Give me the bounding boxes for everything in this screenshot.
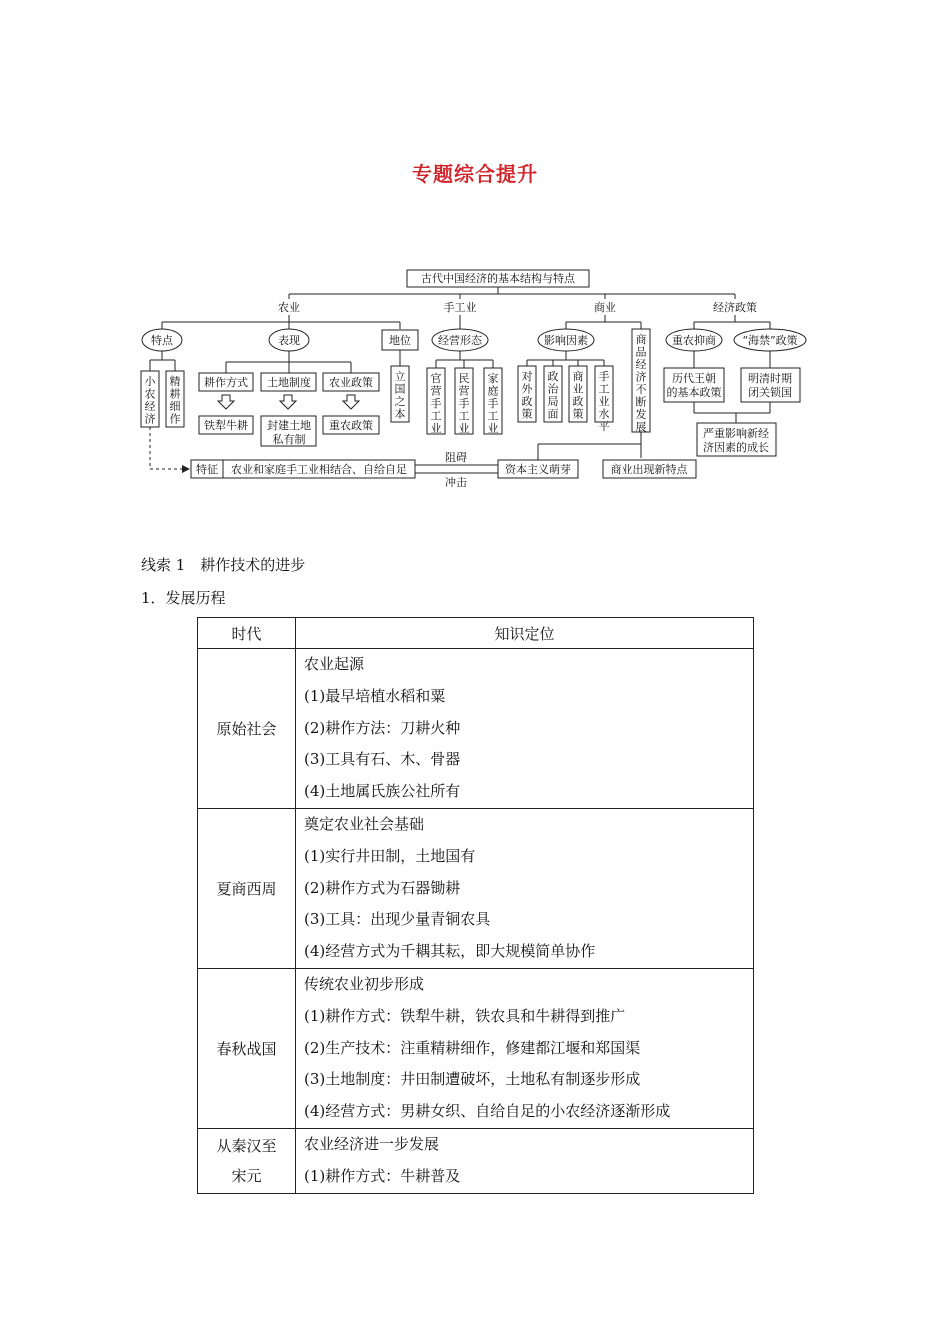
policy-label: 经济政策 [713, 301, 757, 314]
page-title: 专题综合提升 [412, 162, 538, 186]
knowledge-table [197, 617, 754, 1194]
policy-result: 严重影响新经济因素的成长 [703, 427, 769, 454]
table-row [198, 649, 754, 809]
knowledge-line: (1)最早培植水稻和粟 [304, 686, 446, 705]
form-node: 经营形态 [438, 334, 482, 347]
perf-result: 铁犁牛耕 [204, 419, 248, 432]
impact-label: 冲击 [445, 476, 467, 487]
policy2-item: 明清时期闭关锁国 [748, 372, 792, 399]
policy1-item: 历代王朝的基本政策 [666, 372, 722, 399]
factor-item: 商业政策 [572, 370, 584, 421]
table-row [198, 808, 754, 968]
section-heading: 1．发展历程 [141, 589, 226, 607]
knowledge-line: (3)工具有石、木、骨器 [304, 750, 461, 769]
factor-item: 政治局面 [547, 370, 559, 421]
knowledge-line: (2)耕作方式为石器锄耕 [304, 878, 461, 897]
table-row [198, 1128, 754, 1193]
handicraft-item: 家庭手工业 [487, 372, 499, 435]
hinder-label: 阻碍 [445, 451, 467, 464]
sprout-box: 资本主义萌芽 [505, 463, 571, 476]
knowledge-cell [296, 808, 754, 968]
handicraft-label: 手工业 [443, 301, 477, 314]
diagram-root-label: 古代中国经济的基本结构与特点 [421, 272, 575, 285]
perf-item: 土地制度 [267, 376, 311, 389]
era-cell: 春秋战国 [198, 968, 296, 1128]
perf-result: 重农政策 [329, 419, 373, 432]
factor-item: 手工业水平 [598, 370, 610, 433]
bottom-feature-label: 特征 [196, 463, 218, 476]
economy-structure-diagram [130, 262, 820, 487]
performance-node: 表现 [278, 334, 300, 347]
knowledge-cell [296, 968, 754, 1128]
factors-node: 影响因素 [544, 334, 588, 347]
perf-item: 农业政策 [329, 376, 373, 389]
knowledge-line: 农业起源 [304, 655, 365, 673]
knowledge-line: (1)耕作方式：牛耕普及 [304, 1166, 461, 1185]
era-cell: 原始社会 [198, 649, 296, 809]
era-cell: 夏商西周 [198, 808, 296, 968]
handicraft-item: 民营手工业 [458, 372, 470, 435]
feature-item: 小农经济 [144, 375, 156, 426]
commerce-development: 商品经济不断发展 [635, 333, 647, 434]
clue-heading: 线索 1 耕作技术的进步 [141, 556, 306, 574]
table-header-knowledge: 知识定位 [296, 618, 754, 649]
feature-item: 精耕细作 [169, 375, 181, 426]
policy1-node: 重农抑商 [672, 334, 716, 347]
knowledge-line: (3)工具：出现少量青铜农具 [304, 910, 491, 929]
commerce-label: 商业 [594, 301, 616, 314]
knowledge-line: (4)土地属氏族公社所有 [304, 782, 461, 801]
knowledge-line: 传统农业初步形成 [304, 974, 425, 993]
knowledge-line: (4)经营方式：男耕女织、自给自足的小农经济逐渐形成 [304, 1102, 671, 1121]
knowledge-line: 农业经济进一步发展 [304, 1134, 440, 1153]
knowledge-line: (3)土地制度：井田制遭破坏，土地私有制逐步形成 [304, 1070, 641, 1089]
status-node: 地位 [389, 334, 411, 347]
knowledge-cell [296, 1128, 754, 1193]
handicraft-item: 官营手工业 [430, 372, 442, 435]
perf-item: 耕作方式 [204, 376, 248, 389]
factor-item: 对外政策 [521, 370, 533, 421]
knowledge-line: (2)耕作方法：刀耕火种 [304, 718, 461, 737]
knowledge-cell [296, 649, 754, 809]
policy2-node: “海禁”政策 [742, 334, 798, 347]
new-features-box: 商业出现新特点 [610, 463, 688, 476]
table-header-era: 时代 [198, 618, 296, 649]
status-item: 立国之本 [394, 370, 406, 421]
era-line: 宋元 [231, 1166, 262, 1185]
knowledge-line: (4)经营方式为千耦其耘，即大规模简单协作 [304, 942, 596, 961]
table-row [198, 968, 754, 1128]
era-line: 从秦汉至 [216, 1136, 277, 1155]
table-header-row [198, 618, 754, 649]
agriculture-label: 农业 [278, 301, 300, 314]
bottom-feature-text: 农业和家庭手工业相结合、自给自足 [231, 463, 407, 476]
perf-result-2: 封建土地私有制 [267, 419, 311, 446]
knowledge-line: (1)实行井田制，土地国有 [304, 846, 476, 865]
era-cell [198, 1128, 296, 1193]
feature-node: 特点 [151, 334, 173, 347]
knowledge-line: 奠定农业社会基础 [304, 814, 425, 833]
knowledge-line: (1)耕作方式：铁犁牛耕，铁农具和牛耕得到推广 [304, 1006, 626, 1025]
knowledge-line: (2)生产技术：注重精耕细作，修建都江堰和郑国渠 [304, 1038, 641, 1057]
